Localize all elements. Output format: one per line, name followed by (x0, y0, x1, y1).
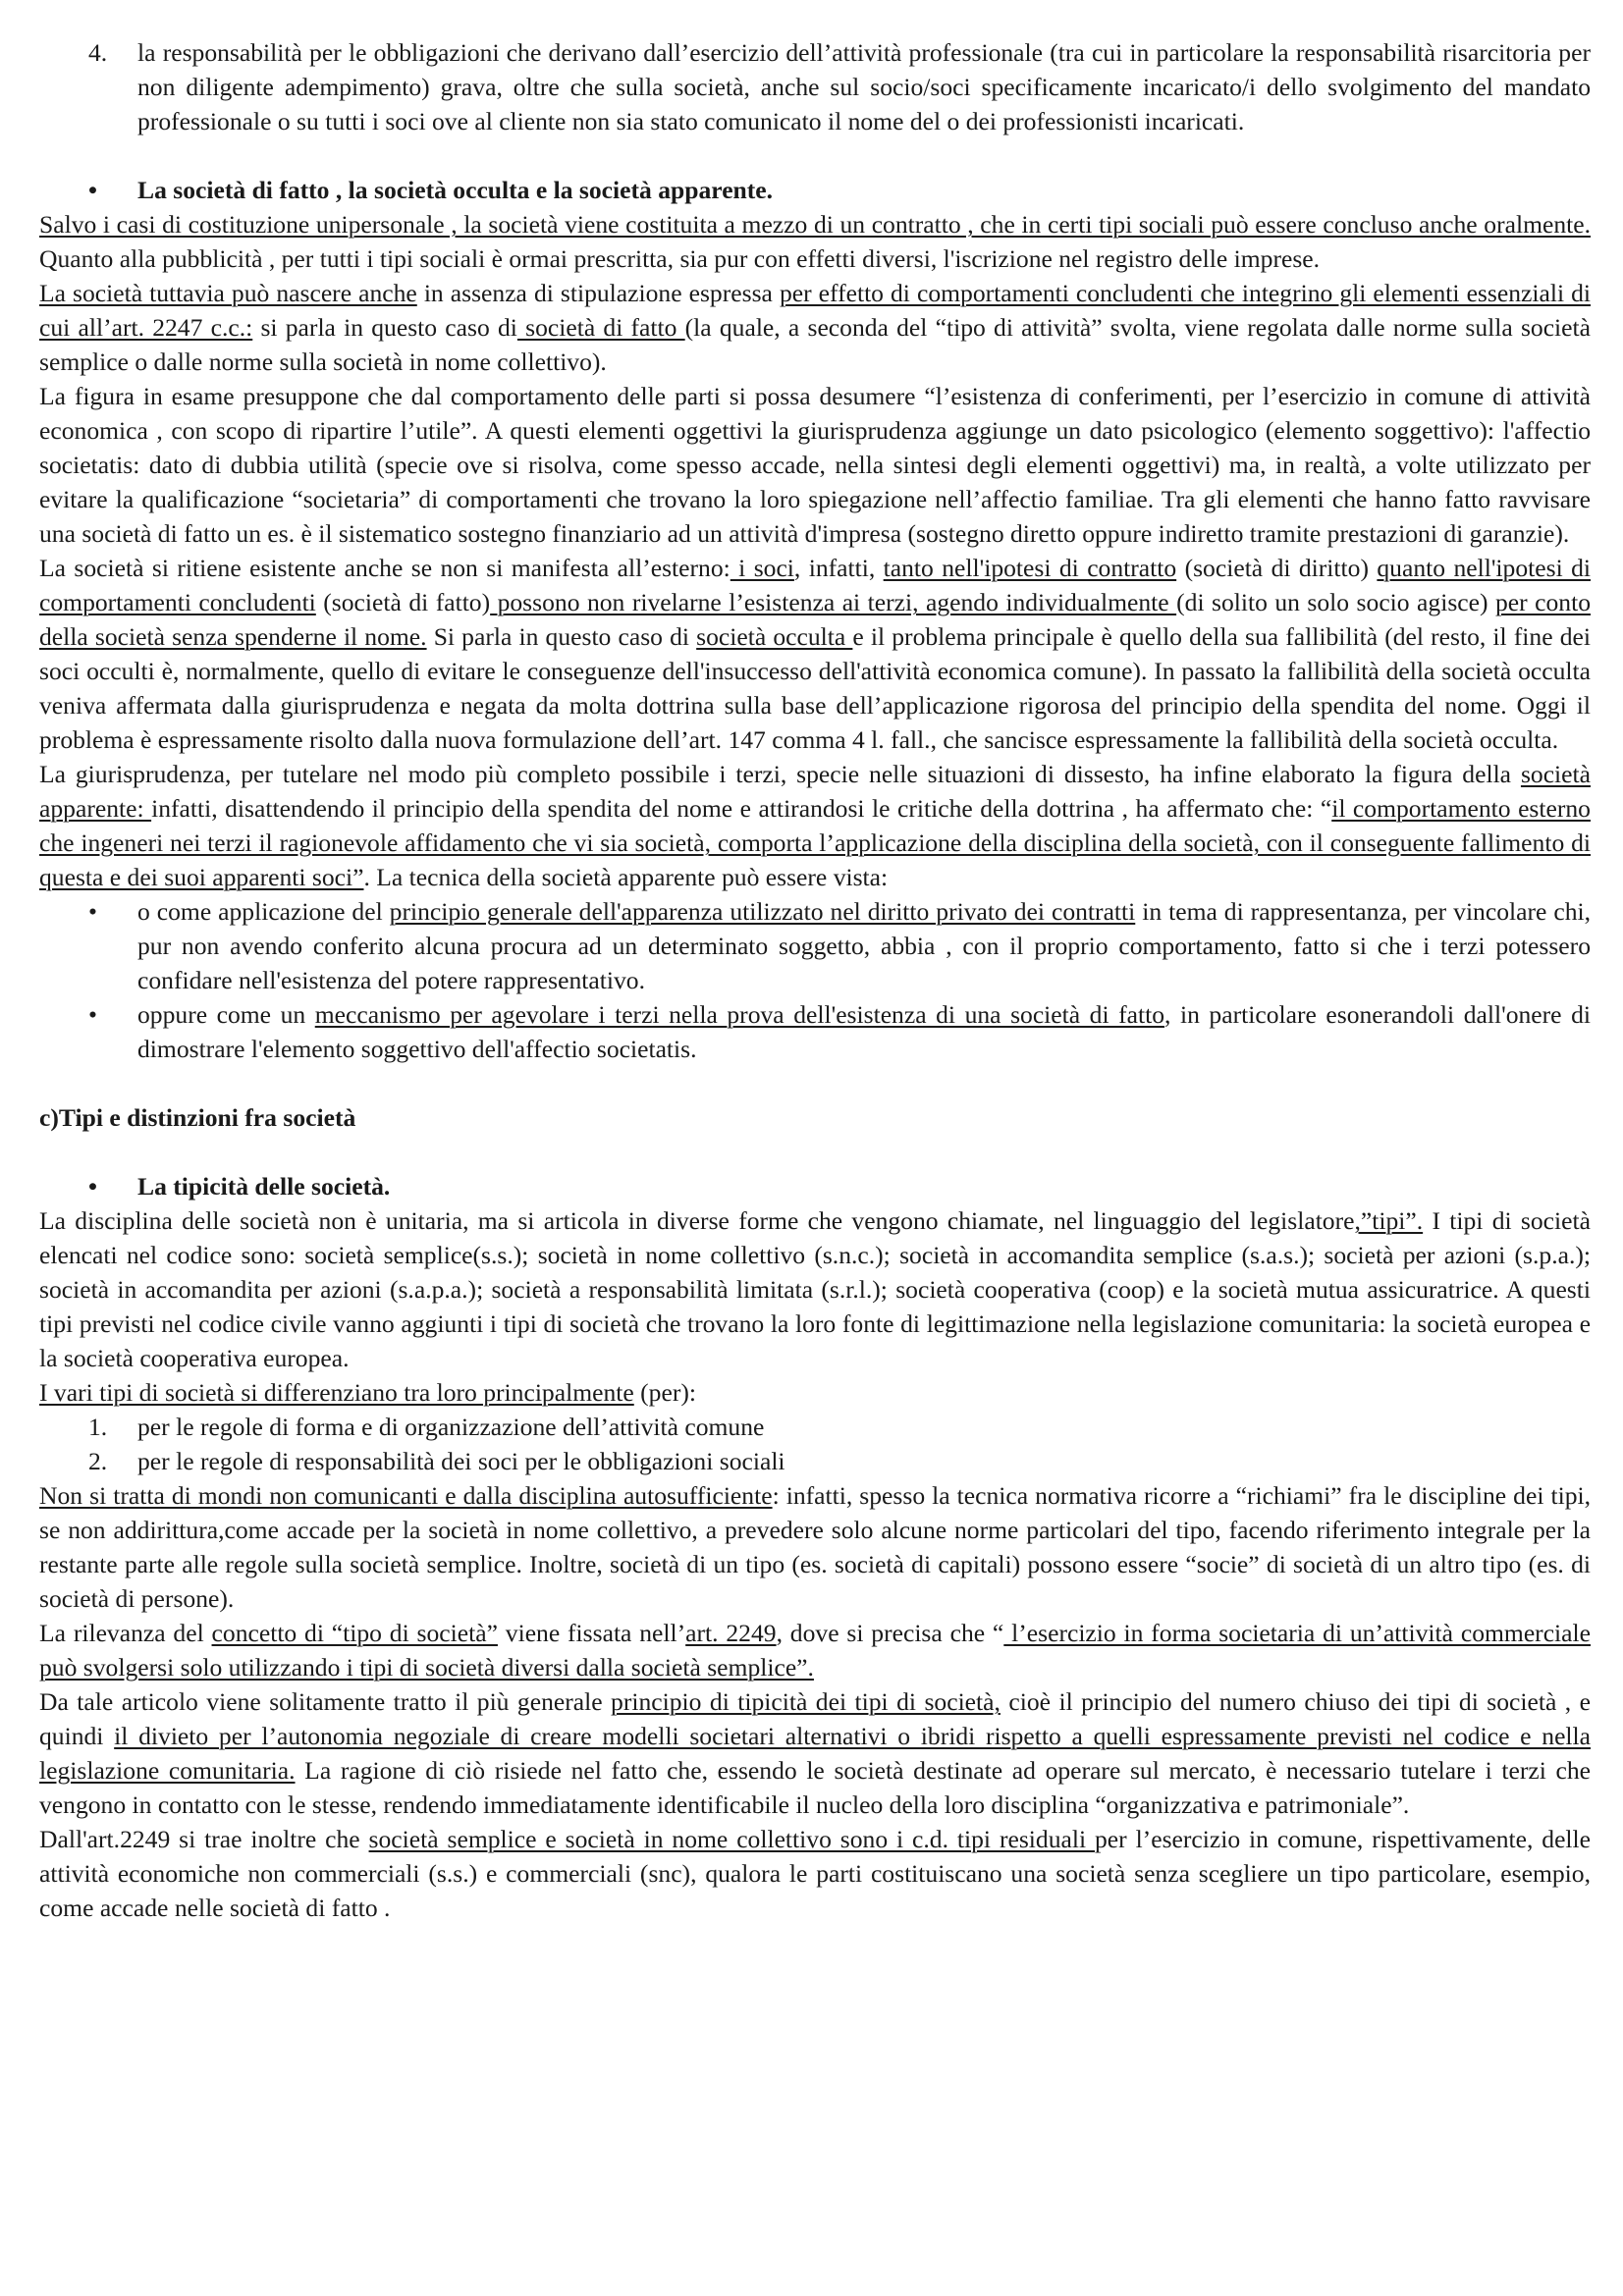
bullet-icon: • (88, 1172, 97, 1201)
bullet-icon: • (88, 897, 97, 926)
paragraph: Dall'art.2249 si trae inoltre che società semplice e società in nome collettivo sono i c.d. tipi residuali per l’esercizio in comune, rispettivamente, delle attività economiche non commerciali (s.s.) e commerciali (snc), qualora le parti costituiscano una società senza scegliere un tipo particolare, esempio, come accade nelle società di fatto . (39, 1825, 1592, 1922)
numbered-item: 2. per le regole di responsabilità dei soci per le obbligazioni sociali (39, 1444, 1591, 1478)
numbered-item-4 (39, 35, 1591, 138)
bullet-icon: • (88, 1000, 97, 1029)
item-number: 2. (88, 1447, 108, 1475)
paragraph: La giurisprudenza, per tutelare nel modo più completo possibile i terzi, specie nelle situazioni di dissesto, ha infine elaborato la figura della società apparente: infatti, disattendendo il principio della spendita del nome e attirandosi le critiche della dottrina , ha affermato che: “il comportamento esterno che ingeneri nei terzi il ragionevole affidamento che vi sia società, comporta l’applicazione della disciplina della società, con il conseguente fallimento di questa e dei suoi apparenti soci”. La tecnica della società apparente può essere vista: (39, 760, 1591, 891)
paragraph: I vari tipi di società si differenziano tra loro principalmente (per): (39, 1378, 696, 1407)
paragraph: La società si ritiene esistente anche se non si manifesta all’esterno: i soci, infatti, tanto nell'ipotesi di contratto (società di diritto) quanto nell'ipotesi di comportamenti concludenti (società di fatto) possono non rivelarne l’esistenza ai terzi, agendo individualmente (di solito un solo socio agisce) per conto della società senza spenderne il nome. Si parla in questo caso di società occulta e il problema principale è quello della sua fallibilità (del resto, il fine dei soci occulti è, normalmente, quello di evitare le conseguenze dell'insuccesso dell'attività economica comune). In passato la fallibilità della società occulta veniva affermata dalla giurisprudenza e negata da molta dottrina sulla base dell’applicazione rigorosa del principio della spendita del nome. Oggi il problema è espressamente risolto dalla nuova formulazione dell’art. 147 comma 4 l. fall., che sancisce espressamente la fallibilità della società occulta. (39, 554, 1591, 754)
bullet-item: • o come applicazione del principio generale dell'apparenza utilizzato nel diritto privato dei contratti in tema di rappresentanza, per vincolare chi, pur non avendo conferito alcuna procura ad un determinato soggetto, abbia , con il proprio comportamento, fatto si che i terzi potessero confidare nell'esistenza del potere rappresentativo. (39, 894, 1591, 997)
section-heading-societa-di-fatto: • La società di fatto , la società occulta e la società apparente. (39, 173, 1591, 207)
paragraph: La società tuttavia può nascere anche in assenza di stipulazione espressa per effetto di comportamenti concludenti che integrino gli elementi essenziali di cui all’art. 2247 c.c.: si parla in questo caso di società di fatto (la quale, a seconda del “tipo di attività” svolta, viene regolata dalle norme sulla società semplice o dalle norme sulla società in nome collettivo). (39, 279, 1592, 376)
paragraph: La rilevanza del concetto di “tipo di società” viene fissata nell’art. 2249, dove si precisa che “ l’esercizio in forma societaria di un’attività commerciale può svolgersi solo utilizzando i tipi di società diversi dalla società semplice”. (39, 1619, 1591, 1682)
item-text: la responsabilità per le obbligazioni che derivano dall’esercizio dell’attività professionale (tra cui in particolare la responsabilità risarcitoria per non diligente adempimento) grava, oltre che sulla società, anche sul socio/soci specificamente incaricato/i dello svolgimento del mandato professionale o su tutti i soci ove al cliente non sia stato comunicato il nome del o dei professionisti incaricati. (137, 38, 1591, 135)
section-heading-tipicita: • La tipicità delle società. (39, 1169, 1591, 1203)
numbered-item: 1. per le regole di forma e di organizzazione dell’attività comune (39, 1410, 1591, 1444)
paragraph: La disciplina delle società non è unitaria, ma si articola in diverse forme che vengono chiamate, nel linguaggio del legislatore,”tipi”. I tipi di società elencati nel codice sono: società semplice(s.s.); società in nome collettivo (s.n.c.); società in accomandita semplice (s.a.s.); società per azioni (s.p.a.); società in accomandita per azioni (s.a.p.a.); società a responsabilità limitata (s.r.l.); società cooperativa (coop) e la società mutua assicuratrice. A questi tipi previsti nel codice civile vanno aggiunti i tipi di società che trovano la loro fonte di legittimazione nella legislazione comunitaria: la società europea e la società cooperativa europea. (39, 1206, 1591, 1372)
item-number: 1. (88, 1413, 108, 1441)
item-number: 4. (88, 38, 108, 67)
paragraph: Salvo i casi di costituzione unipersonale , la società viene costituita a mezzo di un contratto , che in certi tipi sociali può essere concluso anche oralmente. Quanto alla pubblicità , per tutti i tipi sociali è ormai prescritta, sia pur con effetti diversi, l'iscrizione nel registro delle imprese. (39, 210, 1591, 273)
chapter-heading: c)Tipi e distinzioni fra società (39, 1103, 356, 1132)
paragraph: Non si tratta di mondi non comunicanti e dalla disciplina autosufficiente: infatti, spesso la tecnica normativa ricorre a “richiami” fra le discipline dei tipi, se non addirittura,come accade per la società in nome collettivo, a prevedere solo alcune norme particolari del tipo, facendo riferimento integrale per la restante parte alle regole sulla società semplice. Inoltre, società di un tipo (es. società di capitali) possono essere “socie” di società di un altro tipo (es. di società di persone). (39, 1481, 1591, 1613)
document-page (39, 35, 1591, 1925)
bullet-item: • oppure come un meccanismo per agevolare i terzi nella prova dell'esistenza di una società di fatto, in particolare esonerandoli dall'onere di dimostrare l'elemento soggettivo dell'affectio societatis. (39, 997, 1591, 1066)
paragraph: Da tale articolo viene solitamente tratto il più generale principio di tipicità dei tipi di società, cioè il principio del numero chiuso dei tipi di società , e quindi il divieto per l’autonomia negoziale di creare modelli societari alternativi o ibridi rispetto a quelli espressamente previsti nel codice e nella legislazione comunitaria. La ragione di ciò risiede nel fatto che, essendo le società destinate ad operare sul mercato, è necessario tutelare i terzi che vengono in contatto con le stesse, rendendo immediatamente identificabile il nucleo della loro disciplina “organizzativa e patrimoniale”. (39, 1687, 1592, 1819)
paragraph: La figura in esame presuppone che dal comportamento delle parti si possa desumere “l’esistenza di conferimenti, per l’esercizio in comune di attività economica , con scopo di ripartire l’utile”. A questi elementi oggettivi la giurisprudenza aggiunge un dato psicologico (elemento soggettivo): l'affectio societatis: dato di dubbia utilità (specie ove si risolva, come spesso accade, nella sintesi degli elementi oggettivi) ma, in realtà, a volte utilizzato per evitare la qualificazione “societaria” di comportamenti che trovano la loro spiegazione nell’affectio familiae. Tra gli elementi che hanno fatto ravvisare una società di fatto un es. è il sistematico sostegno finanziario ad un attività d'impresa (sostegno diretto oppure indiretto tramite prestazioni di garanzie). (39, 382, 1591, 548)
bullet-icon: • (88, 176, 97, 204)
